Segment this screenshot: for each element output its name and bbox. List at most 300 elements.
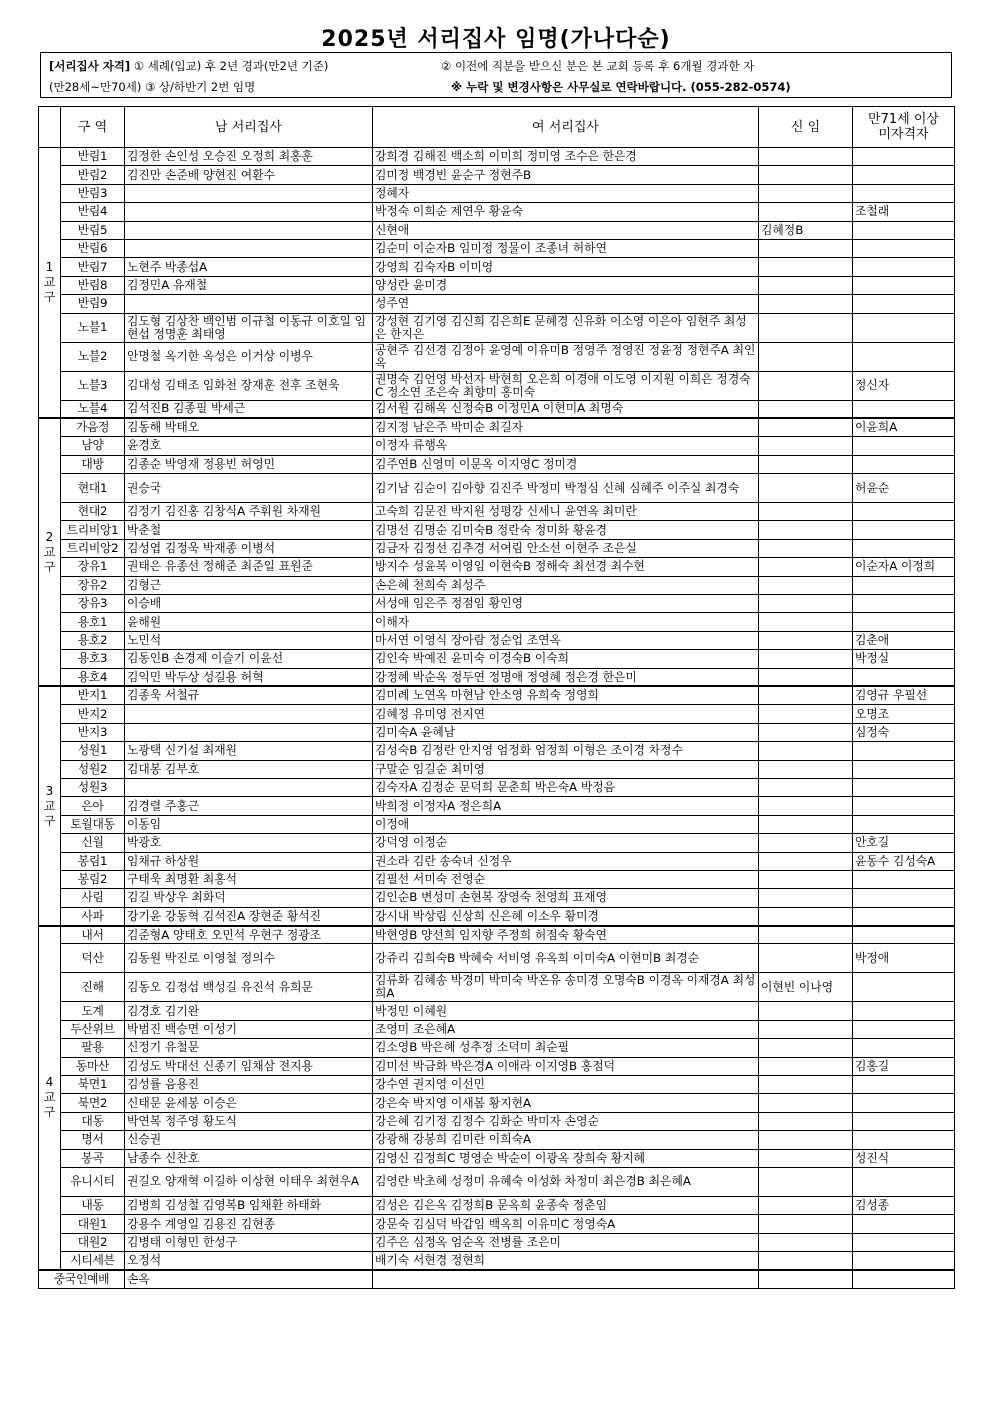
new-appointees-cell: 김혜정B [759, 221, 853, 239]
table-row [39, 834, 955, 852]
female-deacons-cell: 김미선 박금화 박은경A 이애라 이지영B 홍점덕 [373, 1057, 759, 1075]
male-deacons-cell: 안명철 옥기한 옥성은 이거상 이병우 [125, 342, 373, 371]
over71-cell [853, 742, 955, 760]
district-cell: 동마산 [61, 1057, 125, 1075]
new-appointees-cell [759, 400, 853, 418]
female-deacons-cell: 고숙희 김문진 박지원 성평강 신세니 윤연옥 최미란 [373, 503, 759, 521]
header-over71-line1: 만71세 이상 [868, 112, 939, 127]
female-deacons-cell: 마서연 이영식 장아람 정순업 조연옥 [373, 631, 759, 649]
district-cell: 성원2 [61, 760, 125, 778]
male-deacons-cell: 신정기 유철문 [125, 1039, 373, 1057]
male-deacons-cell [125, 221, 373, 239]
female-deacons-cell: 김숙자A 김정순 문덕희 문춘희 박은숙A 박정음 [373, 778, 759, 796]
district-cell: 반림3 [61, 184, 125, 202]
new-appointees-cell [759, 184, 853, 202]
table-row [39, 1149, 955, 1167]
male-deacons-cell: 윤경호 [125, 437, 373, 455]
male-deacons-cell [125, 203, 373, 221]
table-row [39, 400, 955, 418]
new-appointees-cell [759, 558, 853, 576]
over71-cell [853, 295, 955, 313]
female-deacons-cell: 김성은 김은옥 김정희B 문옥희 윤종숙 정춘임 [373, 1196, 759, 1214]
over71-cell: 김춘애 [853, 631, 955, 649]
district-cell: 노블3 [61, 371, 125, 400]
district-cell: 반림9 [61, 295, 125, 313]
new-appointees-cell [759, 1039, 853, 1057]
table-row [39, 1233, 955, 1251]
new-appointees-cell [759, 1252, 853, 1270]
qualification-item3: (만28세~만70세) ③ 상/하반기 2번 임명 [49, 80, 256, 94]
male-deacons-cell: 이승배 [125, 595, 373, 613]
over71-cell [853, 342, 955, 371]
table-row [39, 973, 955, 1002]
over71-cell: 정신자 [853, 371, 955, 400]
qualification-item1: ① 세례(입교) 후 2년 경과(만2년 기준) [133, 59, 329, 73]
table-row [39, 148, 955, 166]
table-row [39, 778, 955, 796]
new-appointees-cell [759, 926, 853, 944]
new-appointees-cell [759, 418, 853, 436]
header-male-deacons: 남 서리집사 [125, 107, 373, 148]
table-row [39, 295, 955, 313]
table-row [39, 723, 955, 741]
district-cell: 봉림2 [61, 870, 125, 888]
new-appointees-cell [759, 723, 853, 741]
table-row [39, 166, 955, 184]
over71-cell [853, 1112, 955, 1130]
over71-cell [853, 276, 955, 294]
male-deacons-cell: 김동원 박진로 이영철 정의수 [125, 944, 373, 973]
male-deacons-cell: 김성엽 김정욱 박재종 이병석 [125, 539, 373, 557]
over71-cell: 안호길 [853, 834, 955, 852]
roster-body [39, 148, 955, 1289]
district-cell: 중국인예배 [39, 1270, 125, 1288]
female-deacons-cell: 구말순 임길순 최미영 [373, 760, 759, 778]
table-row [39, 760, 955, 778]
over71-cell [853, 258, 955, 276]
new-appointees-cell [759, 474, 853, 503]
table-row [39, 815, 955, 833]
male-deacons-cell: 강기윤 강동혁 김석진A 장현준 황석진 [125, 907, 373, 925]
new-appointees-cell [759, 1233, 853, 1251]
district-cell: 트리비앙1 [61, 521, 125, 539]
header-over71-line2: 미자격자 [878, 127, 929, 142]
table-row [39, 342, 955, 371]
header-female-deacons: 여 서리집사 [373, 107, 759, 148]
female-deacons-cell: 박현영B 양선희 임지향 주정희 허점숙 황숙연 [373, 926, 759, 944]
district-cell: 팔용 [61, 1039, 125, 1057]
new-appointees-cell [759, 834, 853, 852]
new-appointees-cell [759, 631, 853, 649]
new-appointees-cell [759, 342, 853, 371]
district-cell: 현대1 [61, 474, 125, 503]
new-appointees-cell [759, 239, 853, 257]
header-new-appointees: 신 임 [759, 107, 853, 148]
over71-cell [853, 1020, 955, 1038]
new-appointees-cell [759, 668, 853, 686]
male-deacons-cell: 김성도 박대선 신종기 임채삼 전지용 [125, 1057, 373, 1075]
district-cell: 용호2 [61, 631, 125, 649]
over71-cell: 김홍길 [853, 1057, 955, 1075]
over71-cell [853, 1076, 955, 1094]
district-cell: 대원2 [61, 1233, 125, 1251]
district-cell: 노블2 [61, 342, 125, 371]
over71-cell [853, 595, 955, 613]
qualification-box [40, 52, 952, 98]
table-row [39, 521, 955, 539]
male-deacons-cell: 권승국 [125, 474, 373, 503]
male-deacons-cell: 권길오 양재혁 이길하 이상현 이태우 최현우A [125, 1167, 373, 1196]
over71-cell [853, 907, 955, 925]
male-deacons-cell: 구태욱 최명환 최홍석 [125, 870, 373, 888]
over71-cell [853, 437, 955, 455]
female-deacons-cell: 이정애 [373, 815, 759, 833]
district-cell: 용호4 [61, 668, 125, 686]
district-cell: 반지1 [61, 686, 125, 704]
male-deacons-cell: 신승권 [125, 1131, 373, 1149]
new-appointees-cell [759, 1020, 853, 1038]
over71-cell [853, 1094, 955, 1112]
male-deacons-cell: 김석진B 김종필 박세근 [125, 400, 373, 418]
table-row [39, 1094, 955, 1112]
header-district: 구 역 [61, 107, 125, 148]
female-deacons-cell: 강쥬리 김희숙B 박혜숙 서비영 유옥희 이미숙A 이현미B 최경순 [373, 944, 759, 973]
female-deacons-cell: 배기숙 서현경 정현희 [373, 1252, 759, 1270]
female-deacons-cell: 김영란 박초혜 성정미 유혜숙 이성화 차정미 최은경B 최은혜A [373, 1167, 759, 1196]
male-deacons-cell: 김경호 김기완 [125, 1002, 373, 1020]
new-appointees-cell [759, 944, 853, 973]
over71-cell [853, 797, 955, 815]
over71-cell [853, 313, 955, 342]
table-row [39, 1196, 955, 1214]
male-deacons-cell: 김형근 [125, 576, 373, 594]
new-appointees-cell [759, 797, 853, 815]
male-deacons-cell: 김정기 김진홍 김창식A 주휘원 차재원 [125, 503, 373, 521]
over71-cell [853, 455, 955, 473]
district-cell: 대방 [61, 455, 125, 473]
male-deacons-cell: 김경렬 주홍근 [125, 797, 373, 815]
district-cell: 반림7 [61, 258, 125, 276]
female-deacons-cell: 서성애 임은주 정점임 황인영 [373, 595, 759, 613]
over71-cell: 윤동수 김성숙A [853, 852, 955, 870]
new-appointees-cell [759, 203, 853, 221]
table-row [39, 742, 955, 760]
new-appointees-cell [759, 455, 853, 473]
new-appointees-cell [759, 870, 853, 888]
new-appointees-cell [759, 705, 853, 723]
header-over71 [853, 107, 955, 148]
male-deacons-cell: 김진만 손준배 양현진 여환수 [125, 166, 373, 184]
table-row-chinese-service [39, 1270, 955, 1288]
new-appointees-cell [759, 1002, 853, 1020]
table-row [39, 503, 955, 521]
table-row [39, 1112, 955, 1130]
over71-cell: 이순자A 이정희 [853, 558, 955, 576]
female-deacons-cell: 김인숙 박예진 윤미숙 이경숙B 이숙희 [373, 650, 759, 668]
contact-notice: ※ 누락 및 변경사항은 사무실로 연락바랍니다. (055-282-0574) [451, 80, 791, 94]
female-deacons-cell: 김혜정 유미영 전지연 [373, 705, 759, 723]
table-row [39, 1057, 955, 1075]
male-deacons-cell: 남종수 신찬호 [125, 1149, 373, 1167]
district-cell: 반림2 [61, 166, 125, 184]
new-appointees-cell [759, 148, 853, 166]
table-row [39, 276, 955, 294]
male-deacons-cell: 신태문 윤세봉 이승은 [125, 1094, 373, 1112]
district-cell: 현대2 [61, 503, 125, 521]
male-deacons-cell: 노광택 신기설 최재원 [125, 742, 373, 760]
district-cell: 북면1 [61, 1076, 125, 1094]
female-deacons-cell: 김영신 김정희C 명영순 박순이 이광옥 장희숙 황지혜 [373, 1149, 759, 1167]
new-appointees-cell [759, 295, 853, 313]
new-appointees-cell [759, 437, 853, 455]
district-cell: 두산위브 [61, 1020, 125, 1038]
new-appointees-cell [759, 1057, 853, 1075]
over71-cell [853, 503, 955, 521]
over71-cell [853, 889, 955, 907]
table-row [39, 239, 955, 257]
female-deacons-cell: 방지수 성윤복 이영임 이현숙B 정해숙 최선경 최수현 [373, 558, 759, 576]
new-appointees-cell [759, 760, 853, 778]
district-cell: 장유1 [61, 558, 125, 576]
male-deacons-cell [125, 239, 373, 257]
female-deacons-cell: 강정혜 박순옥 정두연 정명애 정영혜 정은경 한은미 [373, 668, 759, 686]
over71-cell [853, 1039, 955, 1057]
female-deacons-cell: 이해자 [373, 613, 759, 631]
over71-cell [853, 576, 955, 594]
new-appointees-cell [759, 1215, 853, 1233]
new-appointees-cell [759, 503, 853, 521]
new-appointees-cell [759, 521, 853, 539]
table-row [39, 595, 955, 613]
new-appointees-cell [759, 276, 853, 294]
qualification-label: [서리집사 자격] [49, 59, 131, 73]
female-deacons-cell: 김미숙A 윤혜남 [373, 723, 759, 741]
new-appointees-cell [759, 889, 853, 907]
female-deacons-cell: 박정숙 이희순 제연우 황윤숙 [373, 203, 759, 221]
new-appointees-cell [759, 815, 853, 833]
new-appointees-cell [759, 576, 853, 594]
header-group [39, 107, 61, 148]
table-row [39, 907, 955, 925]
district-cell: 사림 [61, 889, 125, 907]
district-cell: 용호3 [61, 650, 125, 668]
over71-cell [853, 539, 955, 557]
district-cell: 명서 [61, 1131, 125, 1149]
new-appointees-cell [759, 852, 853, 870]
female-deacons-cell [373, 1270, 759, 1288]
male-deacons-cell: 김길 박상우 최화덕 [125, 889, 373, 907]
new-appointees-cell [759, 313, 853, 342]
table-header-row [39, 107, 955, 148]
female-deacons-cell: 강광해 강봉희 김미란 이희숙A [373, 1131, 759, 1149]
table-row [39, 889, 955, 907]
over71-cell [853, 400, 955, 418]
over71-cell [853, 1215, 955, 1233]
new-appointees-cell [759, 1149, 853, 1167]
new-appointees-cell [759, 1094, 853, 1112]
male-deacons-cell [125, 295, 373, 313]
table-row [39, 1076, 955, 1094]
page-title: 2025년 서리집사 임명(가나다순) [321, 27, 671, 52]
over71-cell [853, 760, 955, 778]
district-cell: 내서 [61, 926, 125, 944]
district-cell: 트리비앙2 [61, 539, 125, 557]
female-deacons-cell: 김주은 심정옥 엄순옥 전병률 조은미 [373, 1233, 759, 1251]
table-row [39, 926, 955, 944]
over71-cell [853, 926, 955, 944]
district-cell: 봉림1 [61, 852, 125, 870]
district-cell: 반림5 [61, 221, 125, 239]
table-row [39, 1039, 955, 1057]
district-cell: 토월대동 [61, 815, 125, 833]
female-deacons-cell: 김명선 김명순 김미숙B 정란숙 정미화 황윤경 [373, 521, 759, 539]
male-deacons-cell: 김익민 박두상 성길용 허혁 [125, 668, 373, 686]
over71-cell [853, 239, 955, 257]
male-deacons-cell: 박광호 [125, 834, 373, 852]
over71-cell: 조철래 [853, 203, 955, 221]
district-cell: 성원1 [61, 742, 125, 760]
district-cell: 진해 [61, 973, 125, 1002]
female-deacons-cell: 강덕영 이정순 [373, 834, 759, 852]
district-cell: 은아 [61, 797, 125, 815]
over71-cell [853, 1167, 955, 1196]
table-row [39, 576, 955, 594]
female-deacons-cell: 정혜자 [373, 184, 759, 202]
table-row [39, 184, 955, 202]
female-deacons-cell: 양성란 윤미경 [373, 276, 759, 294]
table-row [39, 705, 955, 723]
over71-cell [853, 668, 955, 686]
male-deacons-cell [125, 723, 373, 741]
table-row [39, 797, 955, 815]
male-deacons-cell: 노민석 [125, 631, 373, 649]
male-deacons-cell: 김대봉 김부호 [125, 760, 373, 778]
female-deacons-cell: 김서원 김해옥 신정숙B 이정민A 이현미A 최명숙 [373, 400, 759, 418]
male-deacons-cell: 김준형A 양태호 오민석 우현구 정광조 [125, 926, 373, 944]
male-deacons-cell: 김동인B 손경제 이슬기 이윤선 [125, 650, 373, 668]
new-appointees-cell [759, 539, 853, 557]
female-deacons-cell: 강시내 박상림 신상희 신은혜 이소우 황미경 [373, 907, 759, 925]
group-label: 1 교 구 [39, 148, 61, 419]
district-cell: 가음정 [61, 418, 125, 436]
table-row [39, 944, 955, 973]
table-row [39, 539, 955, 557]
district-cell: 대원1 [61, 1215, 125, 1233]
group-label: 3 교 구 [39, 686, 61, 925]
female-deacons-cell: 김주연B 신영미 이문옥 이지영C 정미경 [373, 455, 759, 473]
over71-cell: 허윤순 [853, 474, 955, 503]
table-row [39, 371, 955, 400]
over71-cell: 성진식 [853, 1149, 955, 1167]
female-deacons-cell: 이정자 류행옥 [373, 437, 759, 455]
district-cell: 북면2 [61, 1094, 125, 1112]
table-row [39, 668, 955, 686]
new-appointees-cell [759, 1112, 853, 1130]
male-deacons-cell: 박춘철 [125, 521, 373, 539]
district-cell: 내동 [61, 1196, 125, 1214]
over71-cell [853, 184, 955, 202]
table-row [39, 1002, 955, 1020]
over71-cell [853, 221, 955, 239]
district-cell: 신월 [61, 834, 125, 852]
male-deacons-cell: 김종순 박영재 정용빈 허영민 [125, 455, 373, 473]
female-deacons-cell: 김필선 서미숙 전영순 [373, 870, 759, 888]
female-deacons-cell: 강은혜 김기정 김정수 김화순 박미자 손영순 [373, 1112, 759, 1130]
over71-cell: 이윤희A [853, 418, 955, 436]
table-row [39, 313, 955, 342]
male-deacons-cell: 김대성 김태조 임화천 장재훈 전후 조현욱 [125, 371, 373, 400]
female-deacons-cell: 권명숙 김언영 박선자 박현희 오은희 이경애 이도영 이지원 이희은 정경숙C 정소연 조은숙 최향미 홍미숙 [373, 371, 759, 400]
district-cell: 노블1 [61, 313, 125, 342]
new-appointees-cell [759, 166, 853, 184]
district-cell: 장유3 [61, 595, 125, 613]
female-deacons-cell: 박희정 이정자A 정은희A [373, 797, 759, 815]
female-deacons-cell: 김인순B 변성미 손현복 장영숙 천영희 표재영 [373, 889, 759, 907]
female-deacons-cell: 조영미 조은혜A [373, 1020, 759, 1038]
qualification-line1-left [49, 58, 328, 74]
table-row [39, 437, 955, 455]
district-cell: 성원3 [61, 778, 125, 796]
district-cell: 반지2 [61, 705, 125, 723]
male-deacons-cell [125, 184, 373, 202]
new-appointees-cell [759, 1270, 853, 1288]
district-cell: 남양 [61, 437, 125, 455]
male-deacons-cell: 권태은 유종선 정해준 최준일 표원준 [125, 558, 373, 576]
group-label: 4 교 구 [39, 926, 61, 1270]
female-deacons-cell: 김기남 김순이 김아향 김진주 박정미 박정심 신혜 심혜주 이주실 최경숙 [373, 474, 759, 503]
district-cell: 반림1 [61, 148, 125, 166]
female-deacons-cell: 김금자 김정선 김추경 서여림 안소선 이현주 조은실 [373, 539, 759, 557]
table-row [39, 870, 955, 888]
male-deacons-cell: 김성률 음용진 [125, 1076, 373, 1094]
male-deacons-cell: 김정민A 유재철 [125, 276, 373, 294]
table-row [39, 418, 955, 436]
male-deacons-cell: 김병태 이형민 한성구 [125, 1233, 373, 1251]
deacon-roster-table [38, 106, 955, 1289]
over71-cell: 김영규 우필선 [853, 686, 955, 704]
new-appointees-cell [759, 613, 853, 631]
over71-cell [853, 1002, 955, 1020]
district-cell: 반지3 [61, 723, 125, 741]
over71-cell [853, 166, 955, 184]
female-deacons-cell: 신현애 [373, 221, 759, 239]
new-appointees-cell: 이현빈 이나영 [759, 973, 853, 1002]
male-deacons-cell: 박연복 정주영 황도식 [125, 1112, 373, 1130]
female-deacons-cell: 강문숙 김심덕 박갑임 백옥희 이유미C 정영숙A [373, 1215, 759, 1233]
female-deacons-cell: 강영희 김숙자B 이미영 [373, 258, 759, 276]
new-appointees-cell [759, 1167, 853, 1196]
over71-cell [853, 1252, 955, 1270]
over71-cell [853, 815, 955, 833]
new-appointees-cell [759, 650, 853, 668]
new-appointees-cell [759, 258, 853, 276]
table-row [39, 852, 955, 870]
over71-cell [853, 870, 955, 888]
table-row [39, 474, 955, 503]
district-cell: 반림4 [61, 203, 125, 221]
over71-cell [853, 521, 955, 539]
male-deacons-cell: 윤해원 [125, 613, 373, 631]
female-deacons-cell: 박정민 이혜원 [373, 1002, 759, 1020]
table-row [39, 1215, 955, 1233]
qualification-item2: ② 이전에 직분을 받으신 분은 본 교회 등록 후 6개월 경과한 자 [441, 59, 755, 73]
over71-cell [853, 973, 955, 1002]
district-cell: 반림8 [61, 276, 125, 294]
over71-cell [853, 1233, 955, 1251]
table-row [39, 631, 955, 649]
female-deacons-cell: 성주연 [373, 295, 759, 313]
male-deacons-cell: 김동해 박태오 [125, 418, 373, 436]
